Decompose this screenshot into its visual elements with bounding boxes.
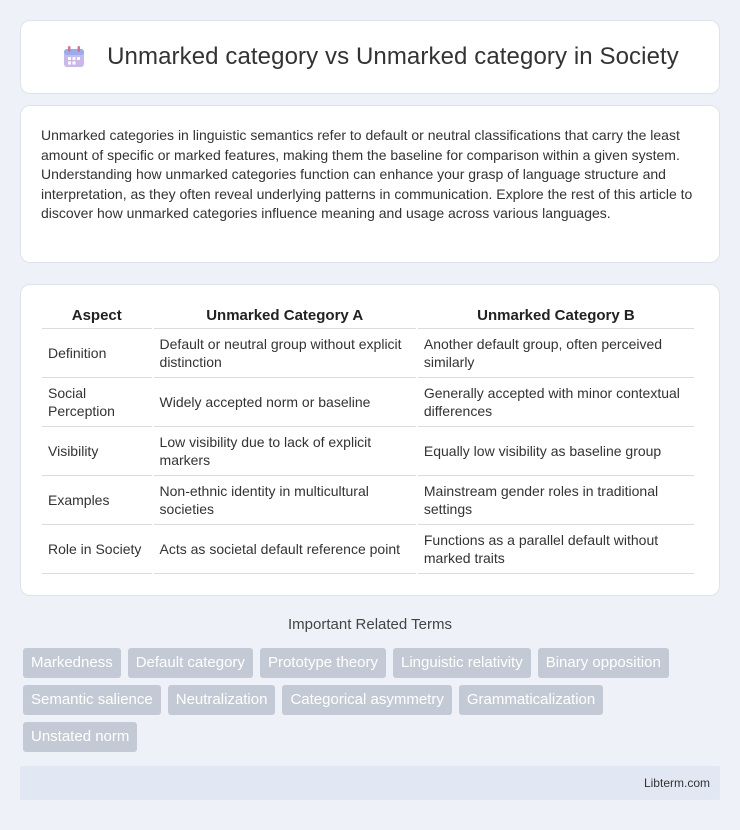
intro-card [20,105,720,263]
table-header-row [42,305,694,329]
table-cell: Low visibility due to lack of explicit markers [154,427,416,476]
related-terms-title: Important Related Terms [288,616,452,633]
table-row [42,378,694,427]
related-term-tag[interactable]: Prototype theory [260,648,386,678]
table-cell: Social Perception [42,378,152,427]
table-cell: Examples [42,476,152,525]
table-row [42,427,694,476]
related-term-tag[interactable]: Default category [128,648,253,678]
header-card [20,20,720,94]
table-cell: Generally accepted with minor contextual differences [418,378,694,427]
column-header: Aspect [42,305,152,329]
table-cell: Acts as societal default reference point [154,525,416,574]
table-cell: Default or neutral group without explicit distinction [154,329,416,378]
column-header: Unmarked Category A [154,305,416,329]
related-terms-list [23,648,723,752]
table-cell: Functions as a parallel default without marked traits [418,525,694,574]
table-cell: Visibility [42,427,152,476]
comparison-table [40,305,696,574]
related-term-tag[interactable]: Neutralization [168,685,276,715]
related-term-tag[interactable]: Markedness [23,648,121,678]
table-cell: Mainstream gender roles in traditional settings [418,476,694,525]
table-row [42,525,694,574]
header [61,43,679,71]
table-cell: Definition [42,329,152,378]
footer-brand[interactable]: Libterm.com [643,776,710,790]
related-term-tag[interactable]: Semantic salience [23,685,161,715]
table-row [42,329,694,378]
column-header: Unmarked Category B [418,305,694,329]
comparison-card [20,284,720,596]
table-cell: Non-ethnic identity in multicultural societies [154,476,416,525]
related-term-tag[interactable]: Unstated norm [23,722,137,752]
table-row [42,476,694,525]
table-cell: Widely accepted norm or baseline [154,378,416,427]
related-term-tag[interactable]: Binary opposition [538,648,669,678]
table-cell: Equally low visibility as baseline group [418,427,694,476]
calendar-icon [61,44,87,70]
related-term-tag[interactable]: Categorical asymmetry [282,685,451,715]
table-cell: Role in Society [42,525,152,574]
table-cell: Another default group, often perceived similarly [418,329,694,378]
related-term-tag[interactable]: Grammaticalization [459,685,603,715]
related-term-tag[interactable]: Linguistic relativity [393,648,531,678]
footer [20,766,720,800]
intro-paragraph: Unmarked categories in linguistic semantics refer to default or neutral classifications that carry the least amount of specific or marked features, making them the baseline for comparison within a given system. Understanding how unmarked categories function can enhance your grasp of language structure and interpretation, as they often reveal underlying patterns in communication. Explore the rest of this article to discover how unmarked categories influence meaning and usage across various languages. [41,127,693,222]
page-title: Unmarked category vs Unmarked category in Society [107,43,679,70]
